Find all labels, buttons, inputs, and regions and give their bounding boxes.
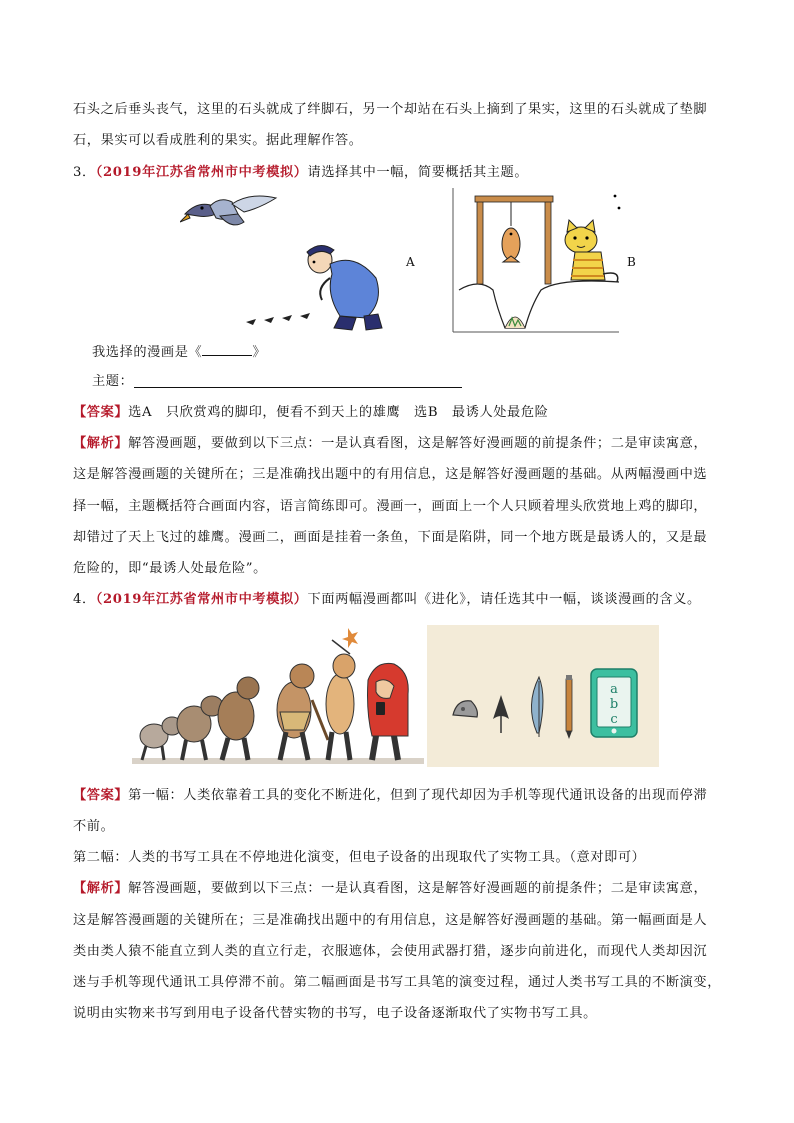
ape-figure-1 xyxy=(140,717,182,760)
answer-tag: 【答案】 xyxy=(73,788,129,803)
ape-figure-2 xyxy=(177,696,223,760)
cartoon-b-image xyxy=(449,186,629,334)
question-4-analysis-1 xyxy=(73,879,707,899)
cartoon-b-label: B xyxy=(627,255,637,269)
question-4-analysis-4: 迷与手机等现代通讯工具停滞不前。第二幅画面是书写工具笔的演变过程，通过人类书写工具的不断演变， xyxy=(73,975,722,990)
question-4-stem xyxy=(73,590,701,610)
ape-figure-3 xyxy=(218,677,259,760)
answer-text: 第一幅：人类依靠着工具的变化不断进化，但到了现代却因为手机等现代通讯设备的出现而停滞 xyxy=(128,788,708,803)
question-3-source: （2019年江苏省常州市中考模拟） xyxy=(95,165,308,180)
intro-line-1: 石头之后垂头丧气，这里的石头就成了绊脚石，另一个却站在石头上摘到了果实，这里的石头就成了垫脚 xyxy=(73,102,708,117)
cartoon-a-label: A xyxy=(406,255,416,269)
modern-human-red-hoodie-figure xyxy=(368,663,409,760)
choice-suffix: 》 xyxy=(252,345,267,360)
question-3-answer xyxy=(73,403,548,423)
analysis-tag: 【解析】 xyxy=(73,436,129,451)
analysis-text: 解答漫画题，要做到以下三点：一是认真看图，这是解答好漫画题的前提条件；二是审读寓意， xyxy=(128,881,708,896)
pencil-icon xyxy=(566,675,572,739)
analysis-tag: 【解析】 xyxy=(73,881,129,896)
cartoon-a-image xyxy=(180,192,430,334)
intro-line-2: 石，果实可以看成胜利的果实。据此理解作答。 xyxy=(73,133,363,148)
choice-blank[interactable] xyxy=(202,341,252,356)
question-4-source: （2019年江苏省常州市中考模拟） xyxy=(95,592,308,607)
question-3-analysis-1 xyxy=(73,434,707,454)
hanging-fish-illustration xyxy=(502,202,520,262)
caveman-figure xyxy=(277,664,328,760)
question-3-analysis-3: 择一幅，主题概括符合画面内容，语言简练即可。漫画一，画面上一个人只顾着埋头欣赏地上鸡的脚印， xyxy=(73,499,708,514)
choice-line xyxy=(92,341,266,363)
phone-letter-b: b xyxy=(609,697,619,712)
answer-text: 选A 只欣赏鸡的脚印，便看不到天上的雄鹰 选B 最诱人处最危险 xyxy=(128,405,549,420)
question-3-analysis-4: 却错过了天上飞过的雄鹰。漫画二，画面是挂着一条鱼，下面是陷阱，同一个地方既是最诱人的，又是最 xyxy=(73,530,708,545)
man-bending-illustration xyxy=(307,245,382,330)
question-3-analysis-2: 这是解答漫画题的关键所在；三是准确找出题中的有用信息，这是解答好漫画题的基础。从两幅漫画中选 xyxy=(73,467,708,482)
question-4-analysis-3: 类由类人猿不能直立到人类的直立行走，衣服遮体，会使用武器打猎，逐步向前进化，而现代人类却因沉 xyxy=(73,944,708,959)
question-4-analysis-2: 这是解答漫画题的关键所在；三是准确找出题中的有用信息，这是解答好漫画题的基础。第一幅画面是人 xyxy=(73,913,708,928)
question-3-prompt: 请选择其中一幅，简要概括其主题。 xyxy=(307,165,529,180)
theme-label: 主题： xyxy=(92,374,134,389)
eagle-illustration xyxy=(180,196,276,225)
question-3-analysis-5: 危险的，即“最诱人处最危险”。 xyxy=(73,561,267,576)
cat-illustration xyxy=(565,195,620,282)
question-4-answer-1 xyxy=(73,786,707,806)
theme-blank[interactable] xyxy=(134,387,462,388)
phone-letter-c: c xyxy=(610,712,618,727)
question-3-number: 3． xyxy=(73,165,96,180)
question-4-answer-3: 第二幅：人类的书写工具在不停地进化演变，但电子设备的出现取代了实物工具。（意对即可） xyxy=(73,850,646,865)
evolution-cartoon-2-image xyxy=(427,625,659,767)
phone-letter-a: a xyxy=(610,682,618,697)
footprints-illustration xyxy=(246,313,310,325)
question-3-stem xyxy=(73,163,528,183)
question-4-prompt: 下面两幅漫画都叫《进化》，请任选其中一幅，谈谈漫画的含义。 xyxy=(307,592,701,607)
choice-prefix: 我选择的漫画是《 xyxy=(92,345,203,360)
answer-tag: 【答案】 xyxy=(73,405,129,420)
question-4-analysis-5: 说明由实物来书写到用电子设备代替实物的书写，电子设备逐渐取代了实物书写工具。 xyxy=(73,1006,597,1021)
evolution-cartoon-1-image xyxy=(132,620,424,770)
question-4-number: 4． xyxy=(73,592,96,607)
analysis-text: 解答漫画题，要做到以下三点：一是认真看图，这是解答好漫画题的前提条件；二是审读寓意， xyxy=(128,436,708,451)
question-4-answer-2: 不前。 xyxy=(73,819,115,834)
smartphone-icon xyxy=(591,669,637,737)
hunter-figure xyxy=(326,628,358,760)
